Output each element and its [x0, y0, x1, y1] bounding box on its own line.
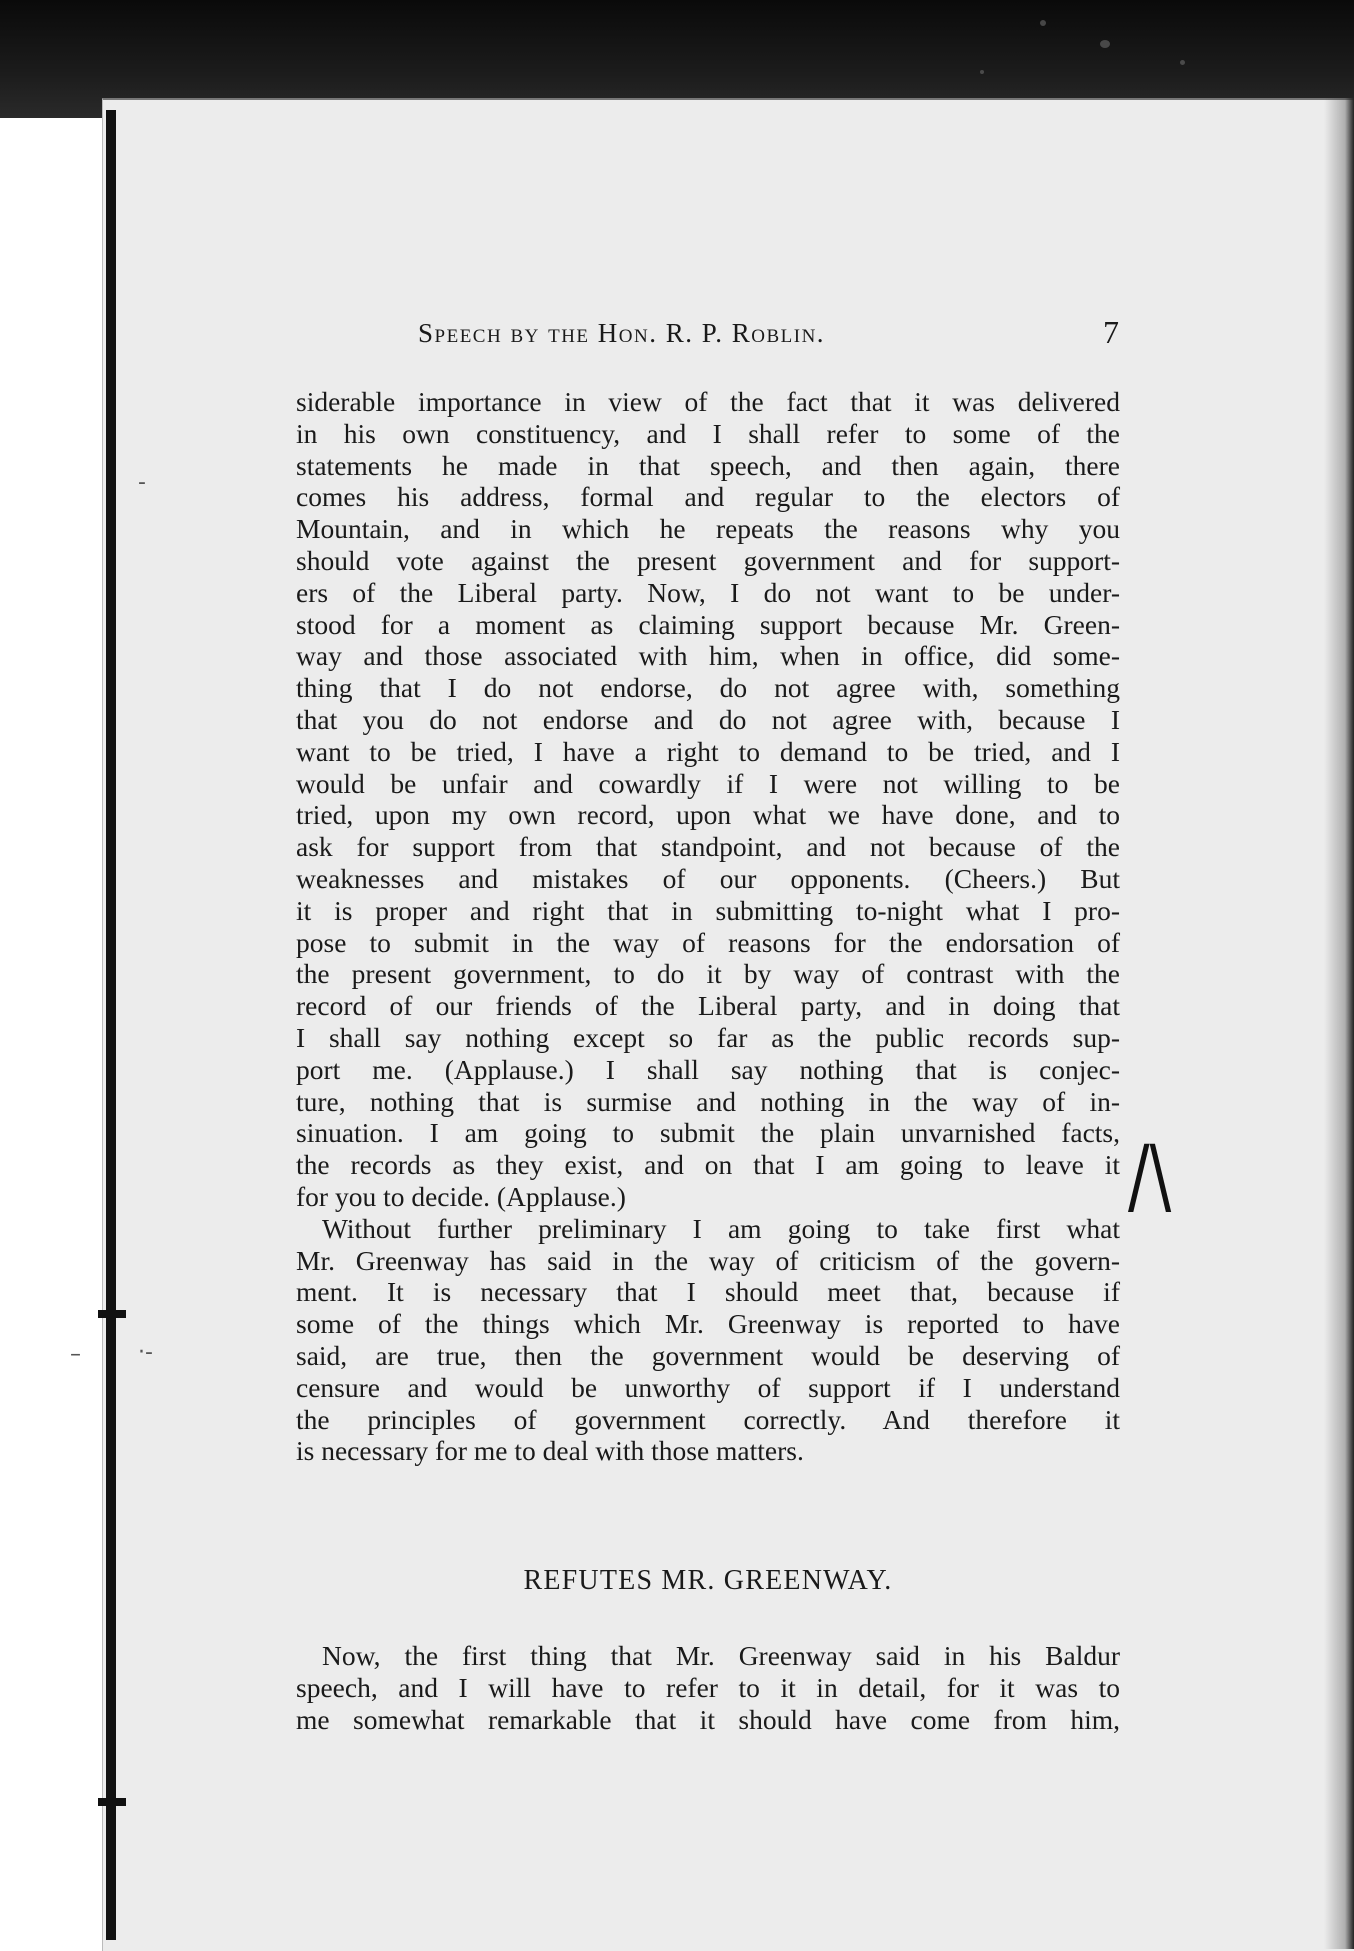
text-line: tried, upon my own record, upon what we have done, and to: [296, 799, 1120, 831]
text-line: sinuation. I am going to submit the plain unvarnished facts,: [296, 1117, 1120, 1149]
running-header: Speech by the Hon. R. P. Roblin.: [418, 318, 826, 348]
text-line: I shall say nothing except so far as the public records sup-: [296, 1021, 1120, 1053]
body-paragraphs: [296, 386, 1120, 1467]
page-binding-edge: [106, 110, 116, 1940]
text-line: thing that I do not endorse, do not agree with, something: [296, 672, 1120, 704]
text-line: ask for support from that standpoint, and not because of the: [296, 831, 1120, 863]
text-line: ers of the Liberal party. Now, I do not want to be under-: [296, 576, 1120, 608]
binding-tick: [98, 1798, 126, 1806]
text-line: Mountain, and in which he repeats the reasons why you: [296, 513, 1120, 545]
paragraph-1: [296, 386, 1120, 1213]
text-line: siderable importance in view of the fact that it was delivered: [296, 386, 1120, 417]
margin-dash-mark: –: [70, 1342, 81, 1367]
text-line: comes his address, formal and regular to the electors of: [296, 481, 1120, 513]
paragraph-2: [296, 1213, 1120, 1467]
text-line: the principles of government correctly. And therefore it: [296, 1403, 1120, 1435]
text-line: record of our friends of the Liberal party, and in doing that: [296, 990, 1120, 1022]
text-line: Without further preliminary I am going to take first what: [322, 1212, 1120, 1244]
section-heading: REFUTES MR. GREENWAY.: [523, 1565, 893, 1596]
body-paragraph-continued: [296, 1640, 1120, 1735]
text-line: stood for a moment as claiming support because Mr. Green-: [296, 608, 1120, 640]
text-line: the records as they exist, and on that I am going to leave it: [296, 1149, 1120, 1181]
text-line: weaknesses and mistakes of our opponents. (Cheers.) But: [296, 862, 1120, 894]
text-line: some of the things which Mr. Greenway is reported to have: [296, 1308, 1120, 1340]
text-line: ment. It is necessary that I should meet that, because if: [296, 1276, 1120, 1308]
text-line: port me. (Applause.) I shall say nothing that is conjec-: [296, 1053, 1120, 1085]
text-line: in his own constituency, and I shall refer to some of the: [296, 417, 1120, 449]
text-line: should vote against the present government and for support-: [296, 544, 1120, 576]
margin-dash-mark: -: [138, 470, 146, 495]
paragraph-3: [296, 1640, 1120, 1735]
handwritten-margin-mark: /\: [1128, 1128, 1172, 1226]
text-line: way and those associated with him, when in office, did some-: [296, 640, 1120, 672]
text-line: said, are true, then the government would be deserving of: [296, 1339, 1120, 1371]
text-line: statements he made in that speech, and then again, there: [296, 449, 1120, 481]
text-line: is necessary for me to deal with those matters.: [296, 1435, 804, 1467]
text-line: want to be tried, I have a right to demand to be tried, and I: [296, 735, 1120, 767]
binding-tick: [98, 1310, 126, 1318]
page-edge-shadow: [1324, 98, 1354, 1949]
dust-speck: [1100, 40, 1110, 48]
dust-speck: [980, 70, 984, 74]
text-line: Now, the first thing that Mr. Greenway said in his Baldur: [322, 1640, 1120, 1671]
text-line: for you to decide. (Applause.): [296, 1180, 626, 1212]
text-line: speech, and I will have to refer to it in detail, for it was to: [296, 1671, 1120, 1703]
text-line: censure and would be unworthy of support if I understand: [296, 1371, 1120, 1403]
text-line: pose to submit in the way of reasons for the endorsation of: [296, 926, 1120, 958]
text-line: that you do not endorse and do not agree with, because I: [296, 703, 1120, 735]
text-line: Mr. Greenway has said in the way of criticism of the govern-: [296, 1244, 1120, 1276]
margin-dash-mark: ·-: [138, 1340, 153, 1365]
dust-speck: [1040, 20, 1046, 26]
text-line: the present government, to do it by way of contrast with the: [296, 958, 1120, 990]
page-number: 7: [1103, 314, 1119, 350]
text-line: would be unfair and cowardly if I were not willing to be: [296, 767, 1120, 799]
text-line: me somewhat remarkable that it should have come from him,: [296, 1703, 1120, 1735]
text-line: ture, nothing that is surmise and nothing in the way of in-: [296, 1085, 1120, 1117]
text-line: it is proper and right that in submitting to-night what I pro-: [296, 894, 1120, 926]
dust-speck: [1180, 60, 1185, 65]
